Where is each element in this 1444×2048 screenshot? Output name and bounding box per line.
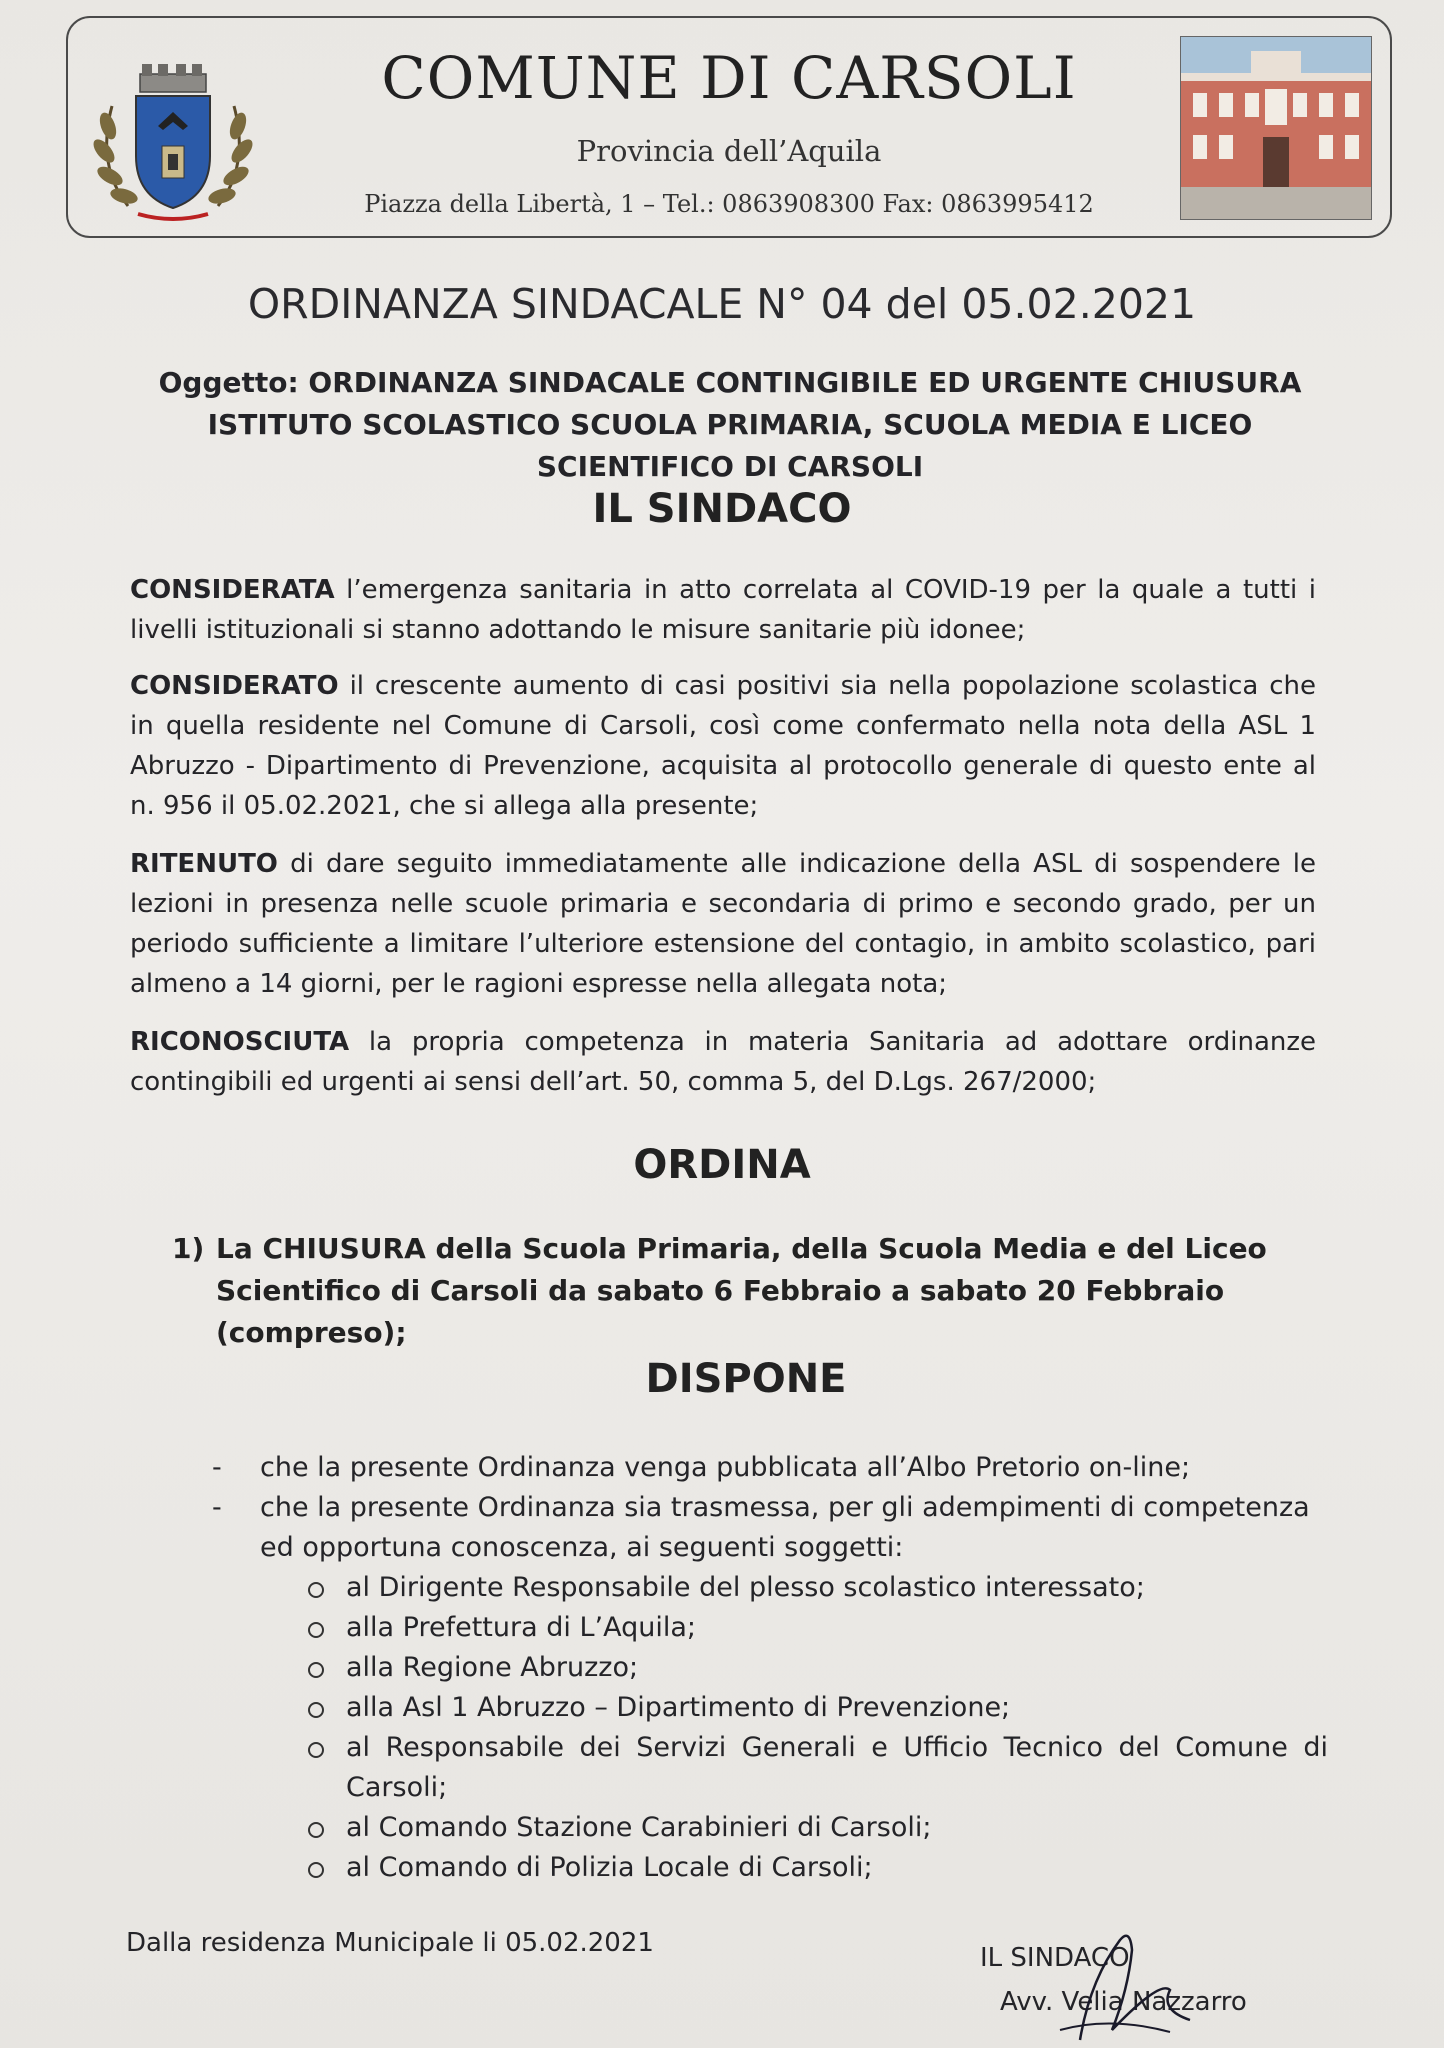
recipient-item: al Comando di Polizia Locale di Carsoli; xyxy=(308,1848,1328,1888)
place-and-date: Dalla residenza Municipale li 05.02.2021 xyxy=(126,1928,654,1958)
recipient-item: al Dirigente Responsabile del plesso scolastico interessato; xyxy=(308,1568,1328,1608)
town-hall-photo-icon xyxy=(1180,36,1372,220)
order-heading: ORDINA xyxy=(633,1142,811,1188)
order-item xyxy=(172,1228,1322,1354)
province-name: Provincia dell’Aquila xyxy=(576,134,882,168)
premise-text: di dare seguito immediatamente alle indicazione della ASL di sospendere le lezioni in presenza nelle scuole primaria e secondaria di primo e secondo grado, per un periodo sufficiente a limitare l’ulteriore estensione del contagio, in ambito scolastico, pari almeno a 14 giorni, per le ragioni espresse nella allegata nota; xyxy=(130,849,1316,999)
mayor-heading: IL SINDACO xyxy=(592,486,852,532)
premise-keyword: CONSIDERATO xyxy=(130,671,339,701)
dash-bullet: - xyxy=(212,1452,222,1483)
order-text: La CHIUSURA della Scuola Primaria, della Scuola Media e del Liceo Scientifico di Carsoli da sabato 6 Febbraio a sabato 20 Febbraio (compreso); xyxy=(216,1232,1267,1349)
recipient-item: al Responsabile dei Servizi Generali e Ufficio Tecnico del Comune di Carsoli; xyxy=(308,1728,1328,1808)
disposition-text: che la presente Ordinanza venga pubblicata all’Albo Pretorio on-line; xyxy=(260,1452,1191,1483)
premise-paragraph xyxy=(130,570,1316,650)
premise-keyword: RICONOSCIUTA xyxy=(130,1027,350,1057)
handwritten-signature-icon xyxy=(1020,1920,1220,2048)
recipient-item: alla Prefettura di L’Aquila; xyxy=(308,1608,1328,1648)
ordinance-title: ORDINANZA SINDACALE N° 04 del 05.02.2021 xyxy=(247,280,1197,328)
disposition-item xyxy=(212,1448,1328,1488)
premise-text: la propria competenza in materia Sanitaria ad adottare ordinanze contingibili ed urgenti ai sensi dell’art. 50, comma 5, del D.Lgs. 267/2000; xyxy=(130,1027,1316,1097)
premise-keyword: RITENUTO xyxy=(130,849,278,879)
premise-text: il crescente aumento di casi positivi sia nella popolazione scolastica che in quella residente nel Comune di Carsoli, così come confermato nella nota della ASL 1 Abruzzo - Dipartimento di Prevenzione, acquisita al protocollo generale di questo ente al n. 956 il 05.02.2021, che si allega alla presente; xyxy=(130,671,1316,821)
dash-bullet: - xyxy=(212,1492,222,1523)
signer-name: Avv. Velia Nazzarro xyxy=(1000,1987,1247,2017)
premise-keyword: CONSIDERATA xyxy=(130,575,335,605)
letterhead xyxy=(66,16,1392,238)
recipient-item: al Comando Stazione Carabinieri di Carsoli; xyxy=(308,1808,1328,1848)
municipality-address: Piazza della Libertà, 1 – Tel.: 0863908300 Fax: 0863995412 xyxy=(364,190,1094,218)
recipients-list xyxy=(308,1568,1328,1888)
disposition-text: che la presente Ordinanza sia trasmessa, per gli adempimenti di competenza ed opportuna conoscenza, ai seguenti soggetti: xyxy=(260,1492,1310,1563)
ordinance-subject: Oggetto: ORDINANZA SINDACALE CONTINGIBILE ED URGENTE CHIUSURA ISTITUTO SCOLASTICO SCUOLA PRIMARIA, SCUOLA MEDIA E LICEO SCIENTIFICO DI CARSOLI xyxy=(158,366,1302,483)
municipality-name: COMUNE DI CARSOLI xyxy=(381,44,1077,112)
order-number: 1) xyxy=(172,1232,205,1265)
premise-paragraph xyxy=(130,1022,1316,1102)
premise-text: l’emergenza sanitaria in atto correlata al COVID-19 per la quale a tutti i livelli istituzionali si stanno adottando le misure sanitarie più idonee; xyxy=(130,575,1316,645)
dispose-heading: DISPONE xyxy=(645,1356,847,1402)
recipient-item: alla Asl 1 Abruzzo – Dipartimento di Prevenzione; xyxy=(308,1688,1328,1728)
signer-title: IL SINDACO xyxy=(980,1943,1130,1973)
premise-paragraph xyxy=(130,844,1316,1004)
dispositions-list xyxy=(212,1448,1328,1888)
recipient-item: alla Regione Abruzzo; xyxy=(308,1648,1328,1688)
disposition-item xyxy=(212,1488,1328,1568)
premise-paragraph xyxy=(130,666,1316,826)
